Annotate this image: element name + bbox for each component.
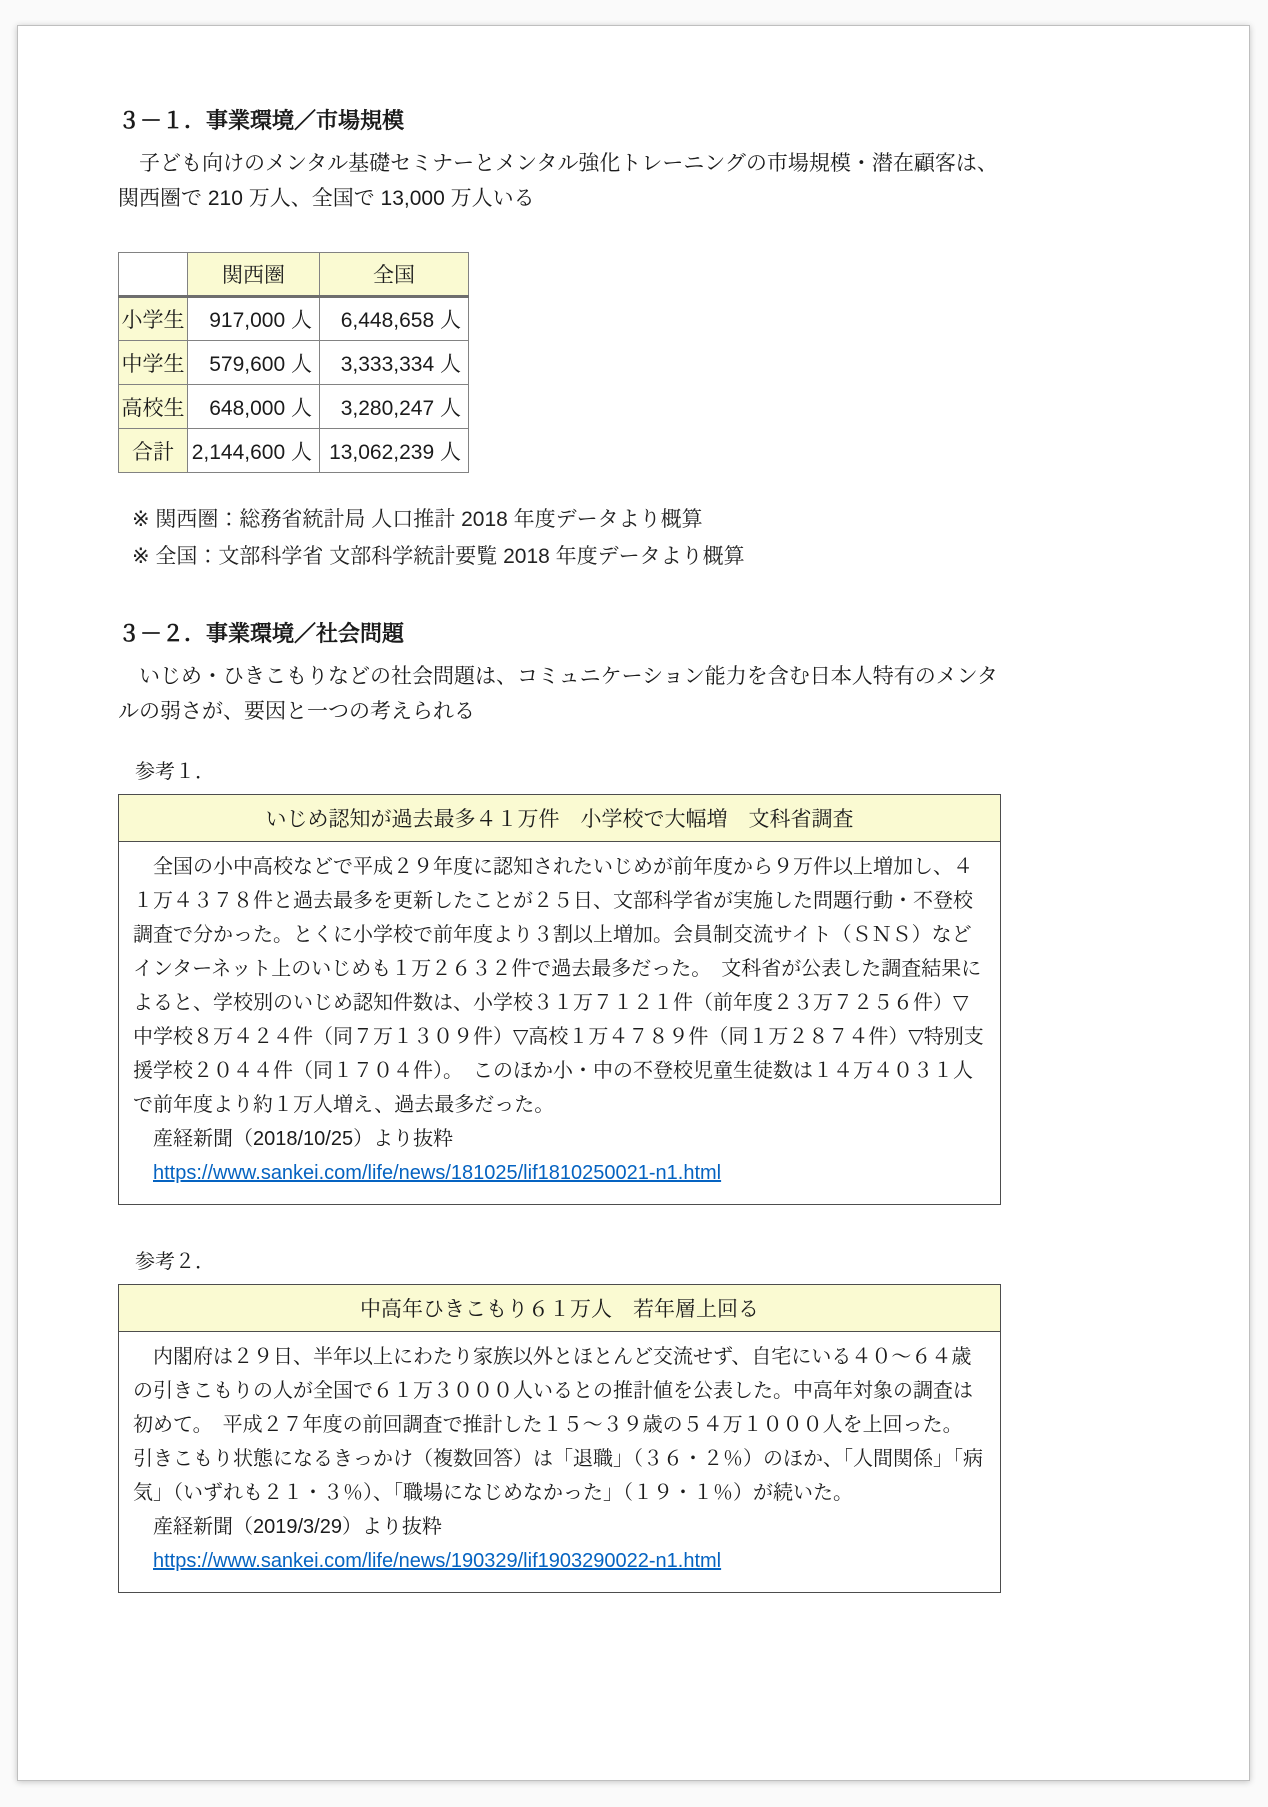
reference-2-box [118, 1284, 1001, 1593]
table-row [119, 429, 469, 473]
cell-junior-high-kansai: 579,600 人 [188, 341, 320, 385]
row-label-total: 合計 [119, 429, 188, 473]
reference-2-link[interactable]: https://www.sankei.com/life/news/190329/lif1903290022-n1.html [153, 1550, 722, 1572]
table-header-row [119, 253, 469, 297]
footnote-national: ※ 全国：文部科学省 文部科学統計要覧 2018 年度データより概算 [132, 545, 745, 568]
table-footnotes [132, 501, 1028, 575]
reference-2-text: 内閣府は２９日、半年以上にわたり家族以外とほとんど交流せず、自宅にいる４０～６４歳の引きこもりの人が全国で６１万３０００人いるとの推計値を公表した。中高年対象の調査は初めて。 平成２７年度の前回調査で推計した１５～３９歳の５４万１０００人を上回った。 引きこもり状態になるきっかけ（複数回答）は「退職」（３６・２％）のほか、「人間関係」「病気」（いずれも２１・３％）、「職場になじめなかった」（１９・１％）が続いた。 [133, 1346, 983, 1504]
section-3-2-paragraph: いじめ・ひきこもりなどの社会問題は、コミュニケーション能力を含む日本人特有のメンタルの弱さが、要因と一つの考えられる [118, 665, 998, 723]
section-3-1-heading: ３－１．事業環境／市場規模 [118, 108, 405, 133]
row-label-junior-high: 中学生 [119, 341, 188, 385]
table-row [119, 297, 469, 341]
reference-2-label: 参考２． [135, 1251, 215, 1273]
table-row [119, 341, 469, 385]
reference-1-source: 産経新聞（2018/10/25）より抜粋 [153, 1128, 454, 1150]
table-header-national: 全国 [320, 253, 469, 297]
page-content [18, 26, 1028, 1593]
table-corner-cell [119, 253, 188, 297]
cell-total-national: 13,062,239 人 [320, 429, 469, 473]
cell-elementary-kansai: 917,000 人 [188, 297, 320, 341]
reference-1-title: いじめ認知が過去最多４１万件 小学校で大幅増 文科省調査 [119, 795, 1000, 842]
cell-elementary-national: 6,448,658 人 [320, 297, 469, 341]
cell-high-school-kansai: 648,000 人 [188, 385, 320, 429]
row-label-high-school: 高校生 [119, 385, 188, 429]
cell-high-school-national: 3,280,247 人 [320, 385, 469, 429]
reference-2-title: 中高年ひきこもり６１万人 若年層上回る [119, 1285, 1000, 1332]
reference-1-box [118, 794, 1001, 1205]
reference-2-source: 産経新聞（2019/3/29）より抜粋 [153, 1516, 442, 1538]
row-label-elementary: 小学生 [119, 297, 188, 341]
document-page [17, 25, 1250, 1781]
reference-2-body [119, 1332, 1000, 1592]
reference-1-url-line [133, 1156, 988, 1190]
reference-1-body [119, 842, 1000, 1204]
market-size-table [118, 252, 469, 473]
section-3-2-heading: ３－２．事業環境／社会問題 [118, 621, 405, 646]
reference-1-label: 参考１． [135, 761, 215, 783]
table-row [119, 385, 469, 429]
cell-junior-high-national: 3,333,334 人 [320, 341, 469, 385]
reference-2-url-line [133, 1544, 988, 1578]
section-3-1-paragraph: 子ども向けのメンタル基礎セミナーとメンタル強化トレーニングの市場規模・潜在顧客は、関西圏で 210 万人、全国で 13,000 万人いる [118, 152, 998, 210]
reference-1-text: 全国の小中高校などで平成２９年度に認知されたいじめが前年度から９万件以上増加し、４１万４３７８件と過去最多を更新したことが２５日、文部科学省が実施した問題行動・不登校調査で分かった。とくに小学校で前年度より３割以上増加。会員制交流サイト（ＳＮＳ）などインターネット上のいじめも１万２６３２件で過去最多だった。 文科省が公表した調査結果によると、学校別のいじめ認知件数は、小学校３１万７１２１件（前年度２３万７２５６件）▽中学校８万４２４件（同７万１３０９件）▽高校１万４７８９件（同１万２８７４件）▽特別支援学校２０４４件（同１７０４件）。 このほか小・中の不登校児童生徒数は１４万４０３１人で前年度より約１万人増え、過去最多だった。 [133, 856, 984, 1116]
cell-total-kansai: 2,144,600 人 [188, 429, 320, 473]
table-header-kansai: 関西圏 [188, 253, 320, 297]
reference-1-link[interactable]: https://www.sankei.com/life/news/181025/lif1810250021-n1.html [153, 1162, 722, 1184]
footnote-kansai: ※ 関西圏：総務省統計局 人口推計 2018 年度データより概算 [132, 508, 703, 531]
